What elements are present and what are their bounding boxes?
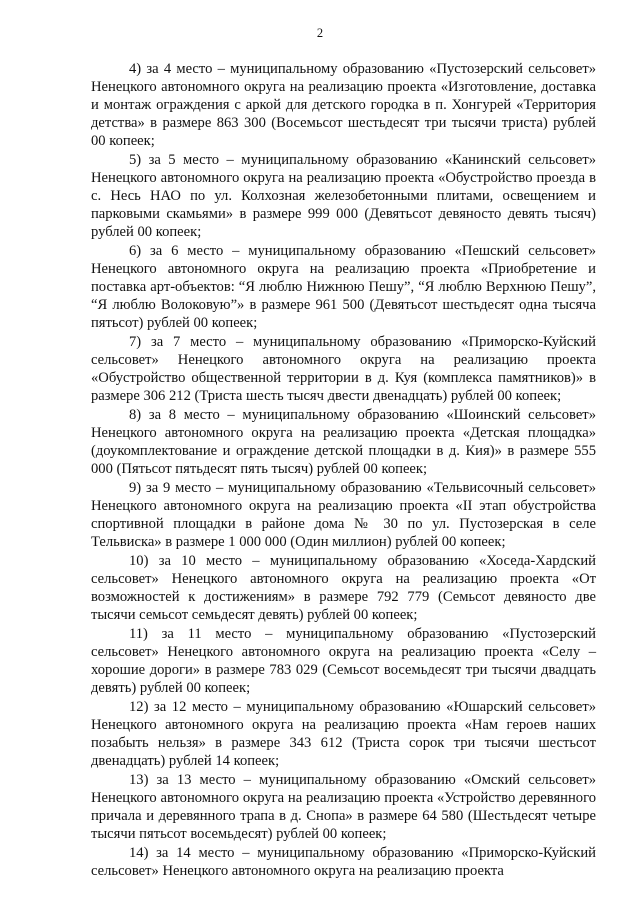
list-item-13: 13) за 13 место – муниципальному образованию «Омский сельсовет» Ненецкого автономного округа на реализацию проекта «Устройство деревянного причала и деревянного трапа в д. Снопа» в размере 64 580 (Шестьдесят четыре тысячи пятьсот восемьдесят) рублей 00 копеек;	[91, 772, 596, 842]
list-item-4: 4) за 4 место – муниципальному образованию «Пустозерский сельсовет» Ненецкого автономного округа на реализацию проекта «Изготовление, доставка и монтаж ограждения с аркой для детского городка в п. Хонгурей «Территория детства» в размере 863 300 (Восемьсот шестьдесят три тысячи триста) рублей 00 копеек;	[91, 61, 596, 149]
list-item-6: 6) за 6 место – муниципальному образованию «Пешский сельсовет» Ненецкого автономного округа на реализацию проекта «Приобретение и поставка арт-объектов: “Я люблю Нижнюю Пешу”, “Я люблю Верхнюю Пешу”, “Я люблю Волоковую”» в размере 961 500 (Девятьсот шестьдесят одна тысяча пятьсот) рублей 00 копеек;	[91, 243, 596, 331]
list-item-9: 9) за 9 место – муниципальному образованию «Тельвисочный сельсовет» Ненецкого автономного округа на реализацию проекта «II этап обустройства спортивной площадки в районе дома № 30 по ул. Пустозерская в селе Тельвиска» в размере 1 000 000 (Один миллион) рублей 00 копеек;	[91, 480, 596, 550]
page-number: 2	[316, 26, 324, 40]
document-body	[91, 60, 596, 881]
list-item-12: 12) за 12 место – муниципальному образованию «Юшарский сельсовет» Ненецкого автономного округа на реализацию проекта «Нам героев наших позабыть нельзя» в размере 343 612 (Триста сорок три тысячи шестьсот двенадцать) рублей 14 копеек;	[91, 699, 596, 769]
list-item-10: 10) за 10 место – муниципальному образованию «Хоседа-Хардский сельсовет» Ненецкого автономного округа на реализацию проекта «От возможностей к достижениям» в размере 792 779 (Семьсот девяносто две тысячи семьсот семьдесят девять) рублей 00 копеек;	[91, 553, 596, 623]
list-item-8: 8) за 8 место – муниципальному образованию «Шоинский сельсовет» Ненецкого автономного округа на реализацию проекта «Детская площадка» (доукомплектование и ограждение детской площадки в д. Кия)» в размере 555 000 (Пятьсот пятьдесят пять тысяч) рублей 00 копеек;	[91, 407, 596, 477]
list-item-14: 14) за 14 место – муниципальному образованию «Приморско-Куйский сельсовет» Ненецкого автономного округа на реализацию проекта	[91, 845, 596, 879]
list-item-5: 5) за 5 место – муниципальному образованию «Канинский сельсовет» Ненецкого автономного округа на реализацию проекта «Обустройство проезда в с. Несь НАО по ул. Колхозная железобетонными плитами, освещением и парковыми скамьями» в размере 999 000 (Девятьсот девяносто девять тысяч) рублей 00 копеек;	[91, 152, 596, 240]
list-item-7: 7) за 7 место – муниципальному образованию «Приморско-Куйский сельсовет» Ненецкого автономного округа на реализацию проекта «Обустройство общественной территории в д. Куя (комплекса памятников)» в размере 306 212 (Триста шесть тысяч двести двенадцать) рублей 00 копеек;	[91, 334, 596, 404]
list-item-11: 11) за 11 место – муниципальному образованию «Пустозерский сельсовет» Ненецкого автономного округа на реализацию проекта «Селу – хорошие дороги» в размере 783 029 (Семьсот восемьдесят три тысячи двадцать девять) рублей 00 копеек;	[91, 626, 596, 696]
